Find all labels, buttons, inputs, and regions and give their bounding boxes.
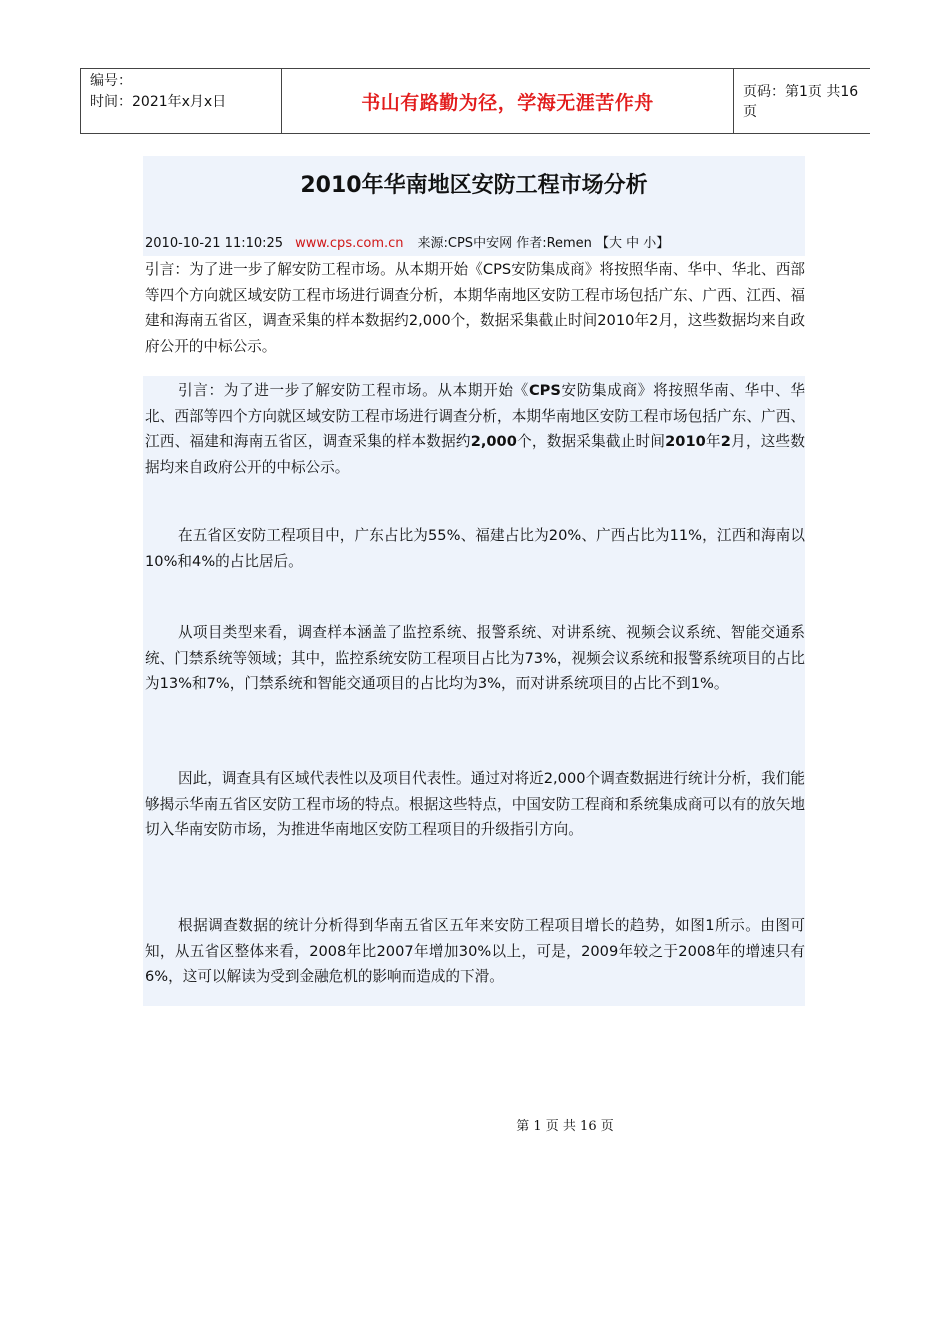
paragraph-1-text-a: 引言：为了进一步了解安防工程市场。从本期开始《 [178, 382, 529, 399]
page-footer: 第 1 页 共 16 页 [516, 1119, 614, 1134]
paragraph-1-bold-d: 2 [720, 433, 731, 450]
article-source: 来源:CPS中安网 作者:Remen [417, 236, 592, 251]
time-label: 时间：2021年x月x日 [90, 94, 227, 110]
motto-cell [282, 69, 734, 133]
paragraph-2: 在五省区安防工程项目中，广东占比为55%、福建占比为20%、广西占比为11%，江西和海南以10%和4%的占比居后。 [145, 527, 805, 570]
site-link[interactable]: www.cps.com.cn [295, 236, 404, 251]
intro-paragraph: 引言：为了进一步了解安防工程市场。从本期开始《CPS安防集成商》将按照华南、华中、华北、西部等四个方向就区域安防工程市场进行调查分析，本期华南地区安防工程市场包括广东、广西、江西、福建和海南五省区，调查采集的样本数据约2,000个，数据采集截止时间2010年2月，这些数据均来自政府公开的中标公示。 [145, 261, 805, 355]
paragraph-5: 根据调查数据的统计分析得到华南五省区五年来安防工程项目增长的趋势，如图1所示。由图可知，从五省区整体来看，2008年比2007年增加30%以上，可是，2009年较之于2008年的增速只有6%，这可以解读为受到金融危机的影响而造成的下滑。 [145, 917, 805, 985]
paragraph-1-text-b: 安防集成商》将按照华南、华中、华北、西部等四个方向就区域安防工程市场进行调查分析，本期华南地区安防工程市场包括广东、广西、江西、福建和海南五省区，调查采集的样本数据约 [145, 382, 805, 450]
paragraph-1-text-c: 个，数据采集截止时间 [516, 433, 666, 450]
header-info-cell [80, 69, 282, 133]
paragraph-3: 从项目类型来看，调查样本涵盖了监控系统、报警系统、对讲系统、视频会议系统、智能交通系统、门禁系统等领域；其中，监控系统安防工程项目占比为73%，视频会议系统和报警系统项目的占比为13%和7%，门禁系统和智能交通项目的占比均为3%，而对讲系统项目的占比不到1%。 [145, 624, 805, 692]
header-table [80, 68, 870, 134]
paragraph-1-text-d: 年 [705, 433, 721, 450]
paragraph-1 [145, 378, 805, 480]
motto-text: 书山有路勤为径，学海无涯苦作舟 [361, 91, 654, 114]
article-title: 2010年华南地区安防工程市场分析 [300, 173, 648, 198]
paragraph-4: 因此，调查具有区域代表性以及项目代表性。通过对将近2,000个调查数据进行统计分析，我们能够揭示华南五省区安防工程市场的特点。根据这些特点，中国安防工程商和系统集成商可以有的放矢地切入华南安防市场，为推进华南地区安防工程项目的升级指引方向。 [145, 770, 805, 838]
page-number-label: 页码：第1页 共16页 [743, 84, 859, 120]
paragraph-1-bold-a: CPS [528, 382, 561, 399]
paragraph-1-bold-b: 2,000 [470, 433, 517, 450]
article-datetime: 2010-10-21 11:10:25 [145, 236, 284, 251]
font-size-controls[interactable]: 【大 中 小】 [595, 236, 670, 251]
serial-label: 编号： [90, 73, 132, 89]
paragraph-1-text-e: 月，这些数据均来自政府公开的中标公示。 [145, 433, 805, 476]
article-meta [145, 232, 669, 251]
paragraph-1-bold-c: 2010 [665, 433, 706, 450]
page-number-cell [734, 69, 870, 133]
